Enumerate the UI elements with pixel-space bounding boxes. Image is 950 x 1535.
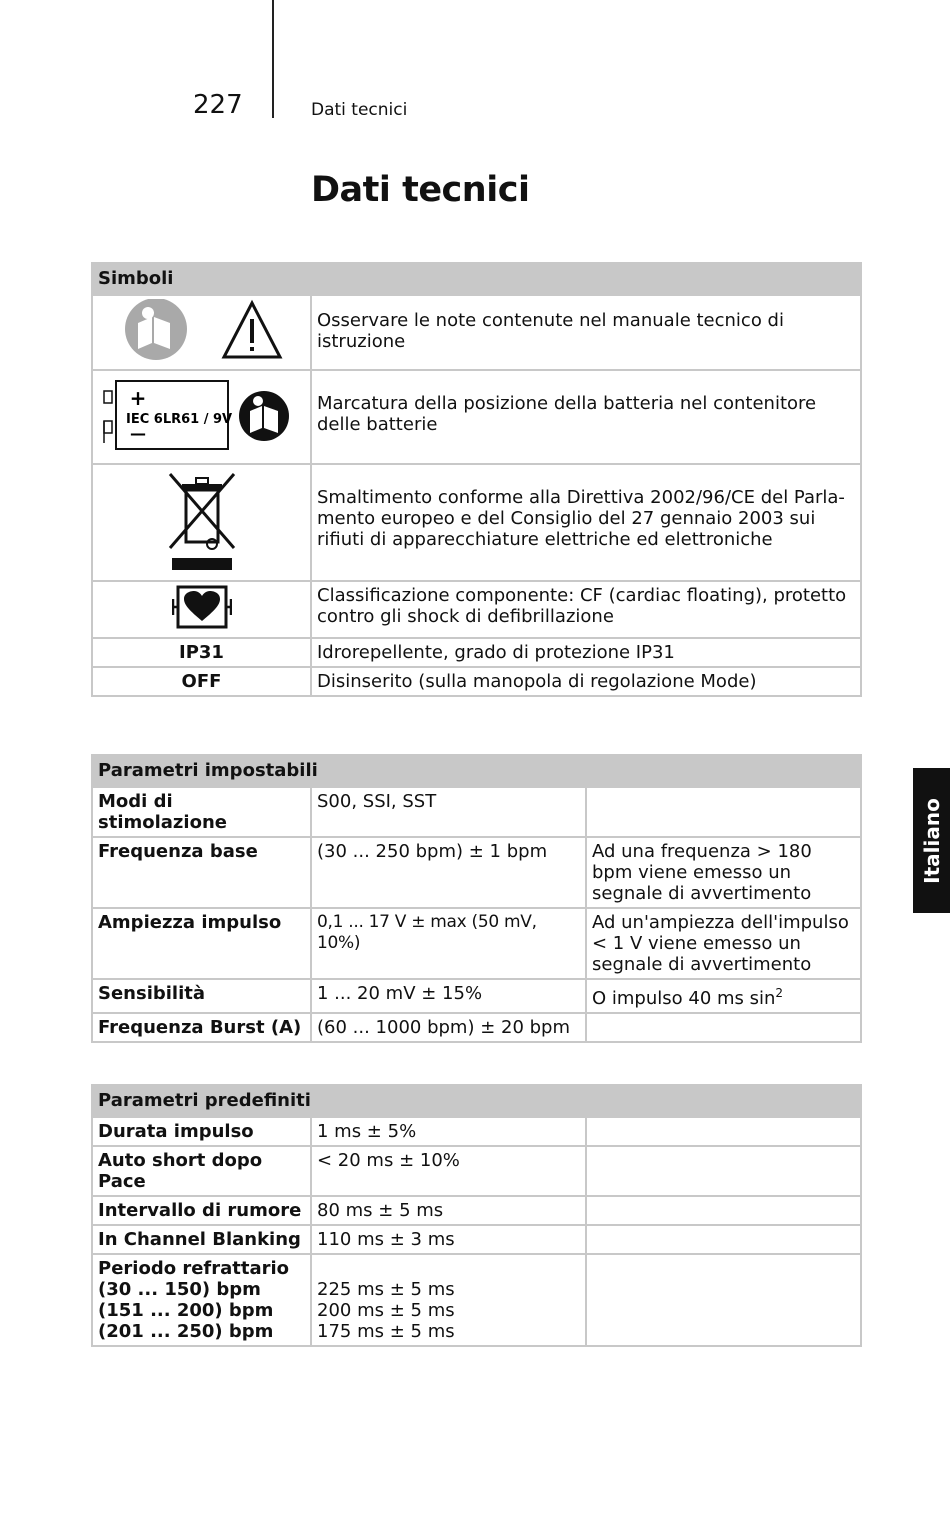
param-value [311,1254,586,1346]
cf-heart-icon [172,585,232,629]
param-name: Ampiezza impulso [92,908,311,979]
table-row [92,1117,861,1146]
language-tab-label: Italiano [919,797,944,884]
param-name: Frequenza Burst (A) [92,1013,311,1042]
refractory-range: (201 ... 250) bpm [98,1321,274,1342]
param-note [586,1146,861,1196]
param-note [586,1196,861,1225]
param-value: 80 ms ± 5 ms [311,1196,586,1225]
symbol-label: OFF [92,667,311,696]
table-row [92,837,861,908]
param-value: S00, SSI, SST [311,787,586,837]
manual-icon [125,299,187,360]
settable-params-table [91,754,862,1043]
table-row [92,1013,861,1042]
symbol-desc: Osservare le note contenute nel manuale tecnico di istruzione [311,295,861,370]
param-note [586,1013,861,1042]
page-number: 227 [193,90,243,120]
symbol-desc: Classificazione componente: CF (cardiac floating), protetto contro gli shock di defibrillazione [311,581,861,638]
refractory-value: 175 ms ± 5 ms [317,1321,455,1342]
symbols-table [91,262,862,697]
param-note [586,787,861,837]
symbol-label: IP31 [92,638,311,667]
symbol-desc: Marcatura della posizione della batteria nel contenitore delle batterie [311,370,861,464]
param-note [586,1254,861,1346]
param-name: Sensibilità [92,979,311,1013]
table-row [92,1196,861,1225]
param-note: Ad una frequenza > 180 bpm viene emesso un segnale di avvertimento [586,837,861,908]
header-divider [272,0,274,118]
battery-manual-symbols [102,379,302,451]
language-tab [913,768,950,913]
battery-plus: + [129,385,146,410]
param-name: In Channel Blanking [92,1225,311,1254]
superscript: 2 [775,986,784,1000]
param-value: < 20 ms ± 10% [311,1146,586,1196]
page-title: Dati tecnici [311,170,530,210]
param-note [586,1225,861,1254]
table-row [92,1146,861,1196]
param-note [586,1117,861,1146]
refractory-range: (151 ... 200) bpm [98,1300,274,1321]
param-note: Ad un'ampiezza dell'impulso < 1 V viene emesso un segnale di avvertimento [586,908,861,979]
table-row [92,979,861,1013]
predefined-params-table [91,1084,862,1347]
symbol-desc: Disinserito (sulla manopola di regolazione Mode) [311,667,861,696]
refractory-title: Periodo refrattario [98,1258,290,1279]
param-name: Modi di stimolazione [92,787,311,837]
running-title: Dati tecnici [311,100,408,120]
param-value: 0,1 ... 17 V ± max (50 mV, 10%) [311,908,586,979]
predefined-heading: Parametri predefiniti [92,1085,861,1117]
weee-bin-icon [162,468,242,572]
param-name: Intervallo di rumore [92,1196,311,1225]
battery-icon [104,381,232,449]
symbol-cell [92,464,311,581]
battery-minus: — [129,423,146,443]
refractory-value: 225 ms ± 5 ms [317,1279,455,1300]
symbol-cell [92,370,311,464]
table-row [92,1225,861,1254]
param-value: (60 ... 1000 bpm) ± 20 bpm [311,1013,586,1042]
symbol-cell [92,295,311,370]
warning-triangle-icon [224,303,280,357]
param-name: Auto short dopo Pace [92,1146,311,1196]
symbol-desc: Smaltimento conforme alla Direttiva 2002/96/CE del Parla-mento europeo e del Consiglio del 27 gennaio 2003 sui rifiuti di apparecchiature elettriche ed elettroniche [311,464,861,581]
table-row [92,787,861,837]
symbol-desc: Idrorepellente, grado di protezione IP31 [311,638,861,667]
param-value: (30 ... 250 bpm) ± 1 bpm [311,837,586,908]
param-name: Durata impulso [92,1117,311,1146]
refractory-value: 200 ms ± 5 ms [317,1300,455,1321]
manual-icon [239,391,289,441]
symbols-heading: Simboli [92,263,861,295]
settable-heading: Parametri impostabili [92,755,861,787]
param-value: 1 ms ± 5% [311,1117,586,1146]
param-note [586,979,861,1013]
table-row [92,908,861,979]
symbol-cell [92,581,311,638]
refractory-range: (30 ... 150) bpm [98,1279,261,1300]
table-row [92,1254,861,1346]
param-value: 110 ms ± 3 ms [311,1225,586,1254]
param-note-text: O impulso 40 ms sin [592,988,776,1009]
param-name [92,1254,311,1346]
param-value: 1 ... 20 mV ± 15% [311,979,586,1013]
param-name: Frequenza base [92,837,311,908]
manual-warning-symbols [102,299,302,361]
battery-label: IEC 6LR61 / 9V [125,411,232,427]
